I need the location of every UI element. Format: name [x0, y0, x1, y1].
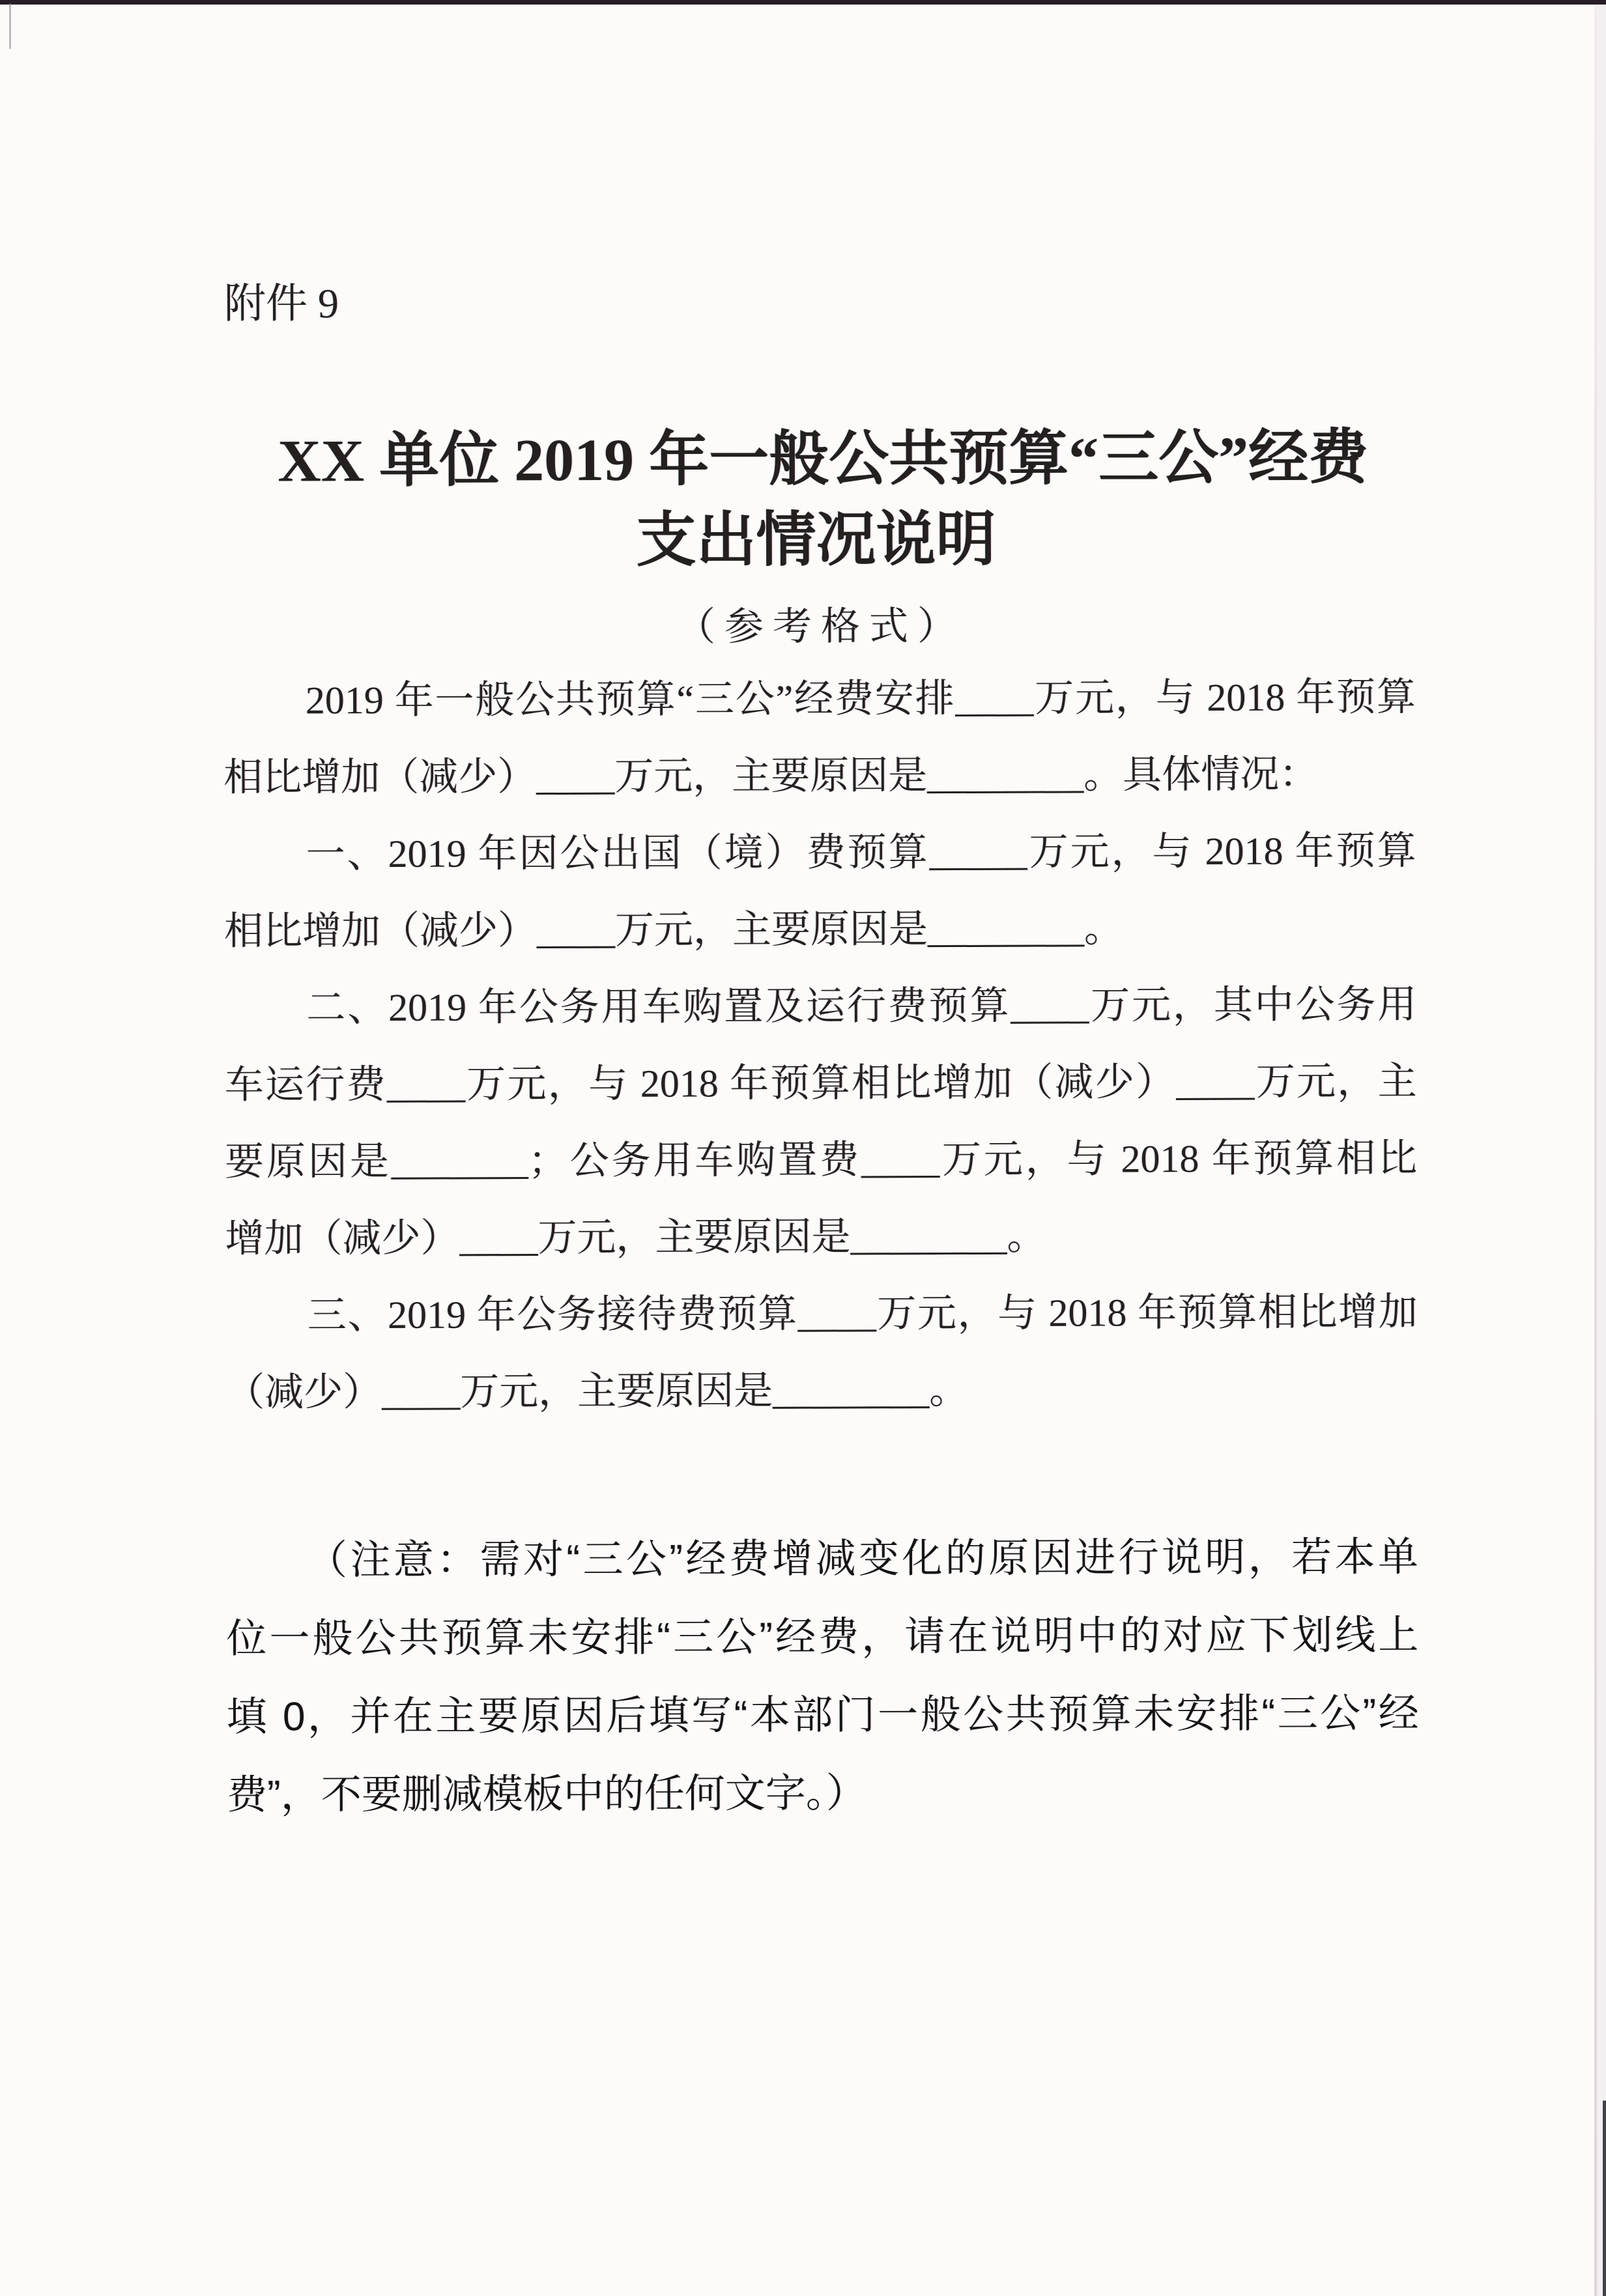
body-line: 相比增加（减少）____万元，主要原因是________。 — [223, 907, 1124, 953]
note-paragraph — [226, 1518, 1419, 1835]
attachment-label: 附件 9 — [223, 280, 339, 327]
scan-edge-top — [0, 0, 1606, 5]
body-line: 相比增加（减少）____万元，主要原因是________。具体情况： — [223, 752, 1319, 799]
document-subtitle: （参考格式） — [676, 604, 966, 649]
body-line: 要原因是_______；公务用车购置费____万元，与 2018 年预算相比 — [224, 1137, 1418, 1183]
scan-band-right — [1596, 0, 1606, 2296]
document-title-line2: 支出情况说明 — [636, 506, 996, 574]
note-line: 填 0，并在主要原因后填写“本部门一般公共预算未安排“三公”经 — [226, 1691, 1419, 1740]
body-line: （减少）____万元，主要原因是________。 — [225, 1368, 969, 1414]
body-line: 增加（减少）____万元，主要原因是________。 — [225, 1214, 1046, 1260]
document-title-line1: XX 单位 2019 年一般公共预算“三公”经费 — [278, 424, 1369, 494]
body-line: 一、2019 年因公出国（境）费预算_____万元，与 2018 年预算 — [306, 829, 1416, 876]
body-line: 二、2019 年公务用车购置及运行费预算____万元，其中公务用 — [306, 983, 1417, 1030]
body-paragraphs — [223, 659, 1418, 1431]
scan-edge-right-bottom — [1603, 2101, 1606, 2296]
body-line: 三、2019 年公务接待费预算____万元，与 2018 年预算相比增加 — [307, 1290, 1418, 1337]
body-line: 车运行费____万元，与 2018 年预算相比增加（减少）____万元，主 — [224, 1060, 1417, 1107]
body-line: 2019 年一般公共预算“三公”经费安排____万元，与 2018 年预算 — [305, 675, 1416, 722]
scan-edge-left-top — [9, 3, 11, 49]
note-line: 位一般公共预算未安排“三公”经费，请在说明中的对应下划线上 — [226, 1613, 1419, 1662]
scan-seam-right — [1594, 0, 1597, 2296]
note-line: （注意：需对“三公”经费增减变化的原因进行说明，若本单 — [306, 1535, 1419, 1583]
note-line: 费”，不要删减模板中的任何文字。） — [227, 1770, 867, 1818]
